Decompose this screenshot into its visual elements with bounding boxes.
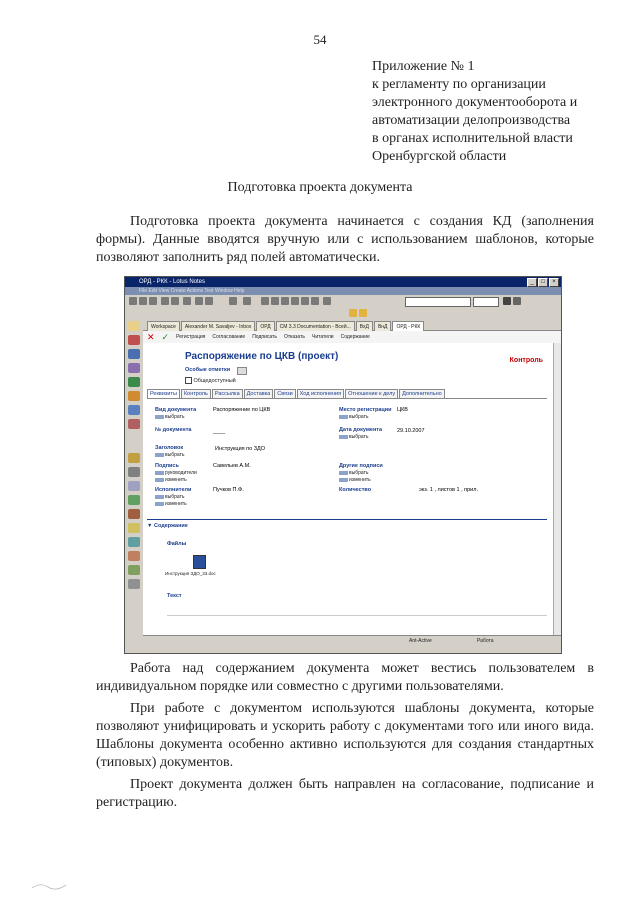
close-icon[interactable]: × xyxy=(549,278,559,287)
toolbar-icon[interactable] xyxy=(243,297,251,305)
appendix-line: Приложение № 1 xyxy=(372,59,475,74)
toolbar-icon[interactable] xyxy=(205,297,213,305)
appendix-line: к регламенту по организации xyxy=(372,77,546,92)
toolbar-icon[interactable] xyxy=(349,309,357,317)
toolbar-icon[interactable] xyxy=(229,297,237,305)
files-label: Файлы xyxy=(167,541,187,547)
paragraph-3 xyxy=(96,700,594,772)
action-register-button[interactable]: Регистрация xyxy=(176,334,206,340)
appendix-header xyxy=(372,58,622,166)
mail-icon[interactable] xyxy=(128,335,140,345)
toolbar-icon[interactable] xyxy=(149,297,157,305)
public-checkbox[interactable] xyxy=(185,377,192,384)
status-location[interactable]: Ant-Active xyxy=(409,638,432,644)
tab-delivery[interactable]: Доставка xyxy=(244,389,274,398)
folder-icon[interactable] xyxy=(128,551,140,561)
toolbar-icon[interactable] xyxy=(139,297,147,305)
toolbar-icon[interactable] xyxy=(129,297,137,305)
action-approve-button[interactable]: Согласование xyxy=(212,334,246,340)
appendix-line: автоматизации делопроизводства xyxy=(372,113,571,128)
public-checkbox-row xyxy=(185,377,236,384)
document-form xyxy=(143,343,553,635)
window-tab[interactable]: Alexander M. Savaljev - Inbox xyxy=(181,321,255,332)
paragraph-4 xyxy=(96,776,594,812)
bookmark-icon[interactable] xyxy=(128,321,140,331)
check-icon[interactable]: ✓ xyxy=(161,331,170,342)
cancel-icon[interactable]: ✕ xyxy=(147,331,155,342)
page-number: 54 xyxy=(313,32,327,47)
style-combo[interactable] xyxy=(405,297,471,307)
toolbar-icon[interactable] xyxy=(183,297,191,305)
form-tabs xyxy=(147,389,446,398)
section-heading: Подготовка проекта документа xyxy=(227,180,413,195)
paragraph-text: При работе с документом используются шаблоны документа, которые позволяют унифицировать и ускорить работу с документами того или иного вида. Шаблоны документа особенно активно используются для создания стандартных (типовых) документов. xyxy=(96,701,594,770)
word-file-icon[interactable] xyxy=(193,555,206,569)
window-tab[interactable]: Workspace xyxy=(147,321,180,332)
content-section[interactable] xyxy=(147,523,188,529)
toolbar-icon[interactable] xyxy=(281,297,289,305)
window-tab[interactable]: ВхД xyxy=(356,321,373,332)
status-bar xyxy=(143,635,561,646)
executors-label: Исполнители xyxy=(155,487,192,493)
folder-icon[interactable] xyxy=(128,509,140,519)
quantity-label: Количество xyxy=(339,487,372,493)
executors-value[interactable]: Пучков П.Ф. xyxy=(213,487,244,493)
favorites-icon[interactable] xyxy=(128,405,140,415)
text-divider xyxy=(167,615,547,616)
change-link[interactable]: изменить xyxy=(155,501,187,507)
toolbar-icon[interactable] xyxy=(261,297,269,305)
doc-date-value[interactable]: 29.10.2007 xyxy=(397,428,425,434)
window-tabs xyxy=(143,319,561,331)
folder-icon[interactable] xyxy=(128,453,140,463)
tab-requisites[interactable]: Реквизиты xyxy=(147,389,180,398)
minimize-icon[interactable]: _ xyxy=(527,278,537,287)
folder-icon[interactable] xyxy=(128,579,140,589)
action-readers-button[interactable]: Читатели xyxy=(312,334,334,340)
todo-icon[interactable] xyxy=(128,377,140,387)
appendix-line: Оренбургской области xyxy=(372,149,507,164)
doc-number-value[interactable]: ____ xyxy=(213,429,226,435)
appendix-line: электронного документооборота и xyxy=(372,95,578,110)
tabs-divider xyxy=(147,398,547,399)
document-title: Распоряжение по ЦКВ (проект) xyxy=(185,351,339,362)
select-link[interactable]: выбрать xyxy=(339,434,368,440)
folder-icon[interactable] xyxy=(128,481,140,491)
toolbar-icon[interactable] xyxy=(161,297,169,305)
contacts-icon[interactable] xyxy=(128,363,140,373)
folder-icon[interactable] xyxy=(128,467,140,477)
window-title: ОРД - РКК - Lotus Notes xyxy=(139,279,206,285)
toolbar-icon[interactable] xyxy=(195,297,203,305)
special-marks-dropdown[interactable] xyxy=(237,367,247,375)
change-link[interactable]: изменить xyxy=(155,477,187,483)
italic-icon[interactable] xyxy=(513,297,521,305)
action-reject-button[interactable]: Отказать xyxy=(283,334,305,340)
change-link[interactable]: изменить xyxy=(339,477,371,483)
window-tab-active[interactable]: ОРД - РКК xyxy=(392,321,424,332)
text-label: Текст xyxy=(167,593,182,599)
toolbar-icon[interactable] xyxy=(359,309,367,317)
window-titlebar xyxy=(125,277,561,287)
toolbar-icon[interactable] xyxy=(323,297,331,305)
window-tab[interactable]: CM 3.3 Documentation - Всей... xyxy=(276,321,355,332)
doc-type-value[interactable]: Распоряжение по ЦКВ xyxy=(213,407,271,413)
database-icon[interactable] xyxy=(128,419,140,429)
tab-case[interactable]: Отношение к делу xyxy=(345,389,398,398)
paragraph-2 xyxy=(96,660,594,696)
paragraph-1 xyxy=(96,213,594,267)
doc-type-label: Вид документа xyxy=(155,407,197,413)
action-sign-button[interactable]: Подписать xyxy=(252,334,277,340)
status-mode[interactable]: Работа xyxy=(477,638,494,644)
other-signs-label: Другие подписи xyxy=(339,463,383,469)
content-section-label: Содержание xyxy=(153,523,188,529)
public-label: Общедоступный xyxy=(193,377,236,384)
select-link[interactable]: выбрать xyxy=(339,414,368,420)
collapse-icon[interactable]: ▼ xyxy=(147,523,153,529)
folder-icon[interactable] xyxy=(128,537,140,547)
maximize-icon[interactable]: □ xyxy=(538,278,548,287)
size-combo[interactable] xyxy=(473,297,499,307)
bookmark-bar xyxy=(125,319,144,643)
tab-mailing[interactable]: Рассылка xyxy=(212,389,243,398)
window-tab[interactable]: ВнД xyxy=(374,321,391,332)
calendar-icon[interactable] xyxy=(128,349,140,359)
toolbar-icon[interactable] xyxy=(311,297,319,305)
quantity-value[interactable]: экз. 1 , листов 1 , прил. xyxy=(419,487,478,493)
appendix-line: в органах исполнительной власти xyxy=(372,131,573,146)
title-value[interactable]: Инструкция по ЗДО xyxy=(215,446,266,452)
toolbar-icon[interactable] xyxy=(301,297,309,305)
signature-label: Подпись xyxy=(155,463,179,469)
window-controls xyxy=(527,278,559,287)
replicator-icon[interactable] xyxy=(128,391,140,401)
select-link[interactable]: выбрать xyxy=(155,414,184,420)
lotus-notes-screenshot xyxy=(124,276,562,654)
tab-progress[interactable]: Ход исполнения xyxy=(297,389,344,398)
control-label: Контроль xyxy=(509,357,543,364)
tab-control[interactable]: Контроль xyxy=(181,389,211,398)
menu-bar[interactable]: File Edit View Create Actions Text Window Help xyxy=(125,287,561,295)
paragraph-text: Проект документа должен быть направлен на согласование, подписание и регистрацию. xyxy=(96,777,594,810)
toolbar-icon[interactable] xyxy=(291,297,299,305)
reg-place-label: Место регистрации xyxy=(339,407,392,413)
folder-icon[interactable] xyxy=(128,495,140,505)
toolbar-icon[interactable] xyxy=(171,297,179,305)
toolbar-icon[interactable] xyxy=(271,297,279,305)
signature-value[interactable]: Савельев А.М. xyxy=(213,463,251,469)
folder-icon[interactable] xyxy=(128,565,140,575)
paragraph-text: Подготовка проекта документа начинается с создания КД (заполнения формы). Данные вводятся вручную или с использованием шаблонов, которые позволяют заполнить ряд полей автоматически. xyxy=(96,214,594,265)
content-divider xyxy=(147,519,547,520)
title-label: Заголовок xyxy=(155,445,184,451)
doc-date-label: Дата документа xyxy=(339,427,383,433)
action-content-button[interactable]: Содержание xyxy=(340,334,370,340)
vertical-scrollbar[interactable] xyxy=(553,343,562,635)
window-tab[interactable]: ОРД xyxy=(256,321,274,332)
special-marks-label: Особые отметки xyxy=(185,367,231,373)
tab-additional[interactable]: Дополнительно xyxy=(399,389,445,398)
doc-number-label: № документа xyxy=(155,427,192,433)
select-link[interactable]: выбрать xyxy=(339,470,368,476)
managers-link[interactable]: руководители xyxy=(155,470,197,476)
tab-links[interactable]: Связи xyxy=(274,389,295,398)
paragraph-text: Работа над содержанием документа может вестись пользователем в индивидуальном порядке или совместно с другими пользователями. xyxy=(96,661,594,694)
select-link[interactable]: выбрать xyxy=(155,494,184,500)
reg-place-value[interactable]: ЦКВ xyxy=(397,407,408,413)
file-name[interactable]: Инструкция ЗДО_33.doc xyxy=(165,571,216,576)
folder-icon[interactable] xyxy=(128,523,140,533)
scan-mark xyxy=(30,880,70,890)
bold-icon[interactable] xyxy=(503,297,511,305)
select-link[interactable]: выбрать xyxy=(155,452,184,458)
